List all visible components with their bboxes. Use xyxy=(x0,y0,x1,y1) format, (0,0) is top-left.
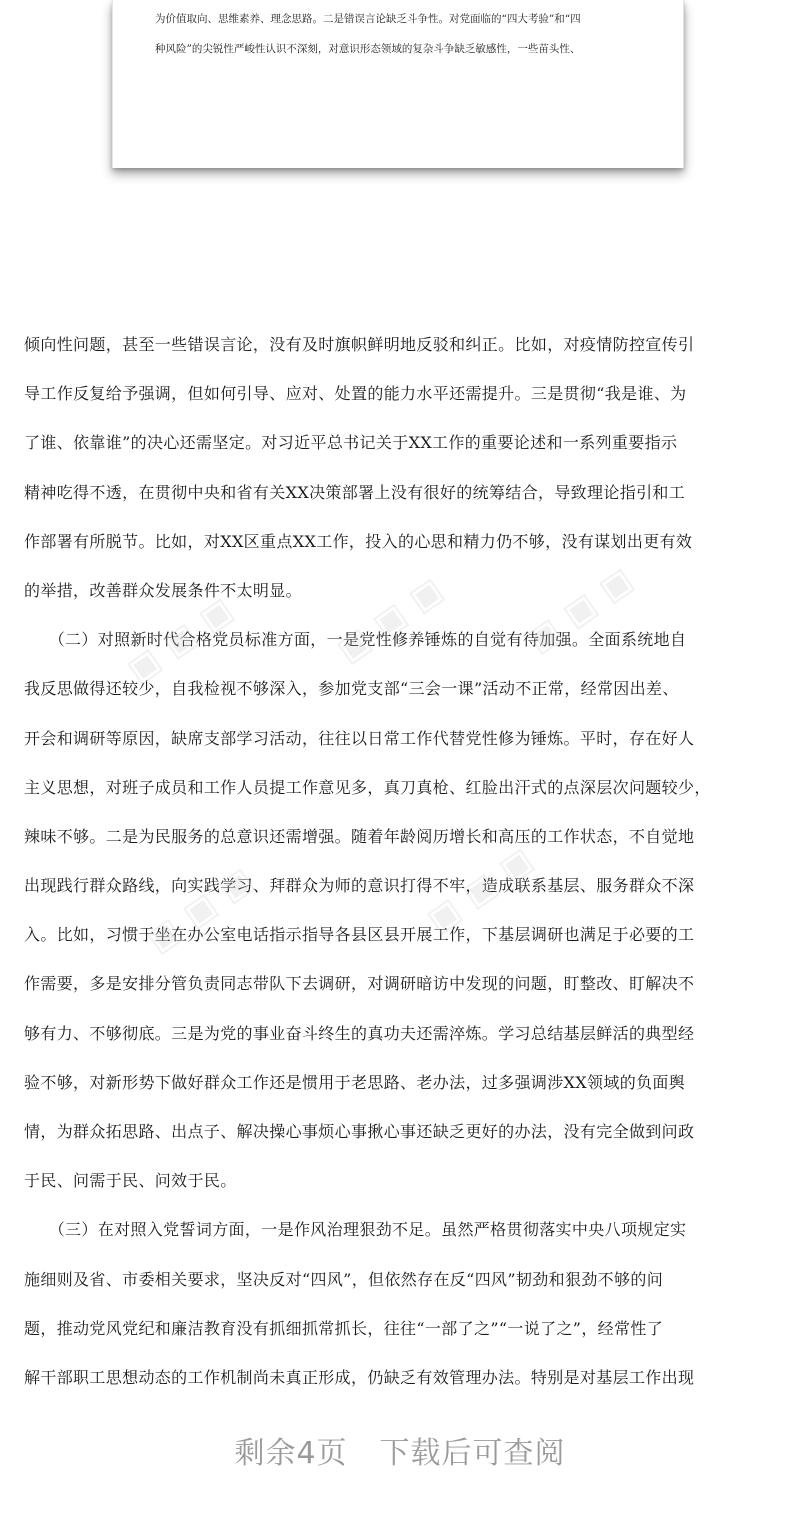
text-line: 开会和调研等原因，缺席支部学习活动，往往以日常工作代替党性修为锤炼。平时，存在好人 xyxy=(24,728,695,748)
text-line: 于民、问需于民、问效于民。 xyxy=(24,1171,237,1191)
text-line: 够有力、不够彻底。三是为党的事业奋斗终生的真功夫还需淬炼。学习总结基层鲜活的典型经 xyxy=(24,1023,695,1043)
text-line: 解干部职工思想动态的工作机制尚未真正形成，仍缺乏有效管理办法。特别是对基层工作出现 xyxy=(24,1367,695,1387)
preview-page-card xyxy=(112,0,684,168)
text-line: （二）对照新时代合格党员标准方面，一是党性修养锤炼的自觉有待加强。全面系统地自 xyxy=(24,630,687,650)
text-line: 的举措，改善群众发展条件不太明显。 xyxy=(24,580,302,600)
download-hint-text: 下载后可查阅 xyxy=(379,1436,566,1471)
watermark-logo-icon: ▣ ▣ ▣ xyxy=(119,589,241,691)
watermark-logo-icon: ▣ ▣ ▣ xyxy=(139,859,261,961)
watermark-logo-icon: ▣ ▣ ▣ xyxy=(329,569,451,671)
text-line: 验不够，对新形势下做好群众工作还是惯用于老思路、老办法，过多强调涉XX领域的负面舆 xyxy=(24,1072,686,1092)
remaining-pages-text: 剩余4页 xyxy=(234,1436,348,1471)
text-line: 题，推动党风党纪和廉洁教育没有抓细抓常抓长，往往“一部了之”“一说了之”，经常性了 xyxy=(24,1318,664,1338)
text-line: 作需要，多是安排分管负责同志带队下去调研，对调研暗访中发现的问题，盯整改、盯解决不 xyxy=(24,974,695,994)
text-line: 施细则及省、市委相关要求，坚决反对“四风”，但依然存在反“四风”韧劲和狠劲不够的问 xyxy=(24,1269,664,1289)
watermark-logo-icon: ▣ ▣ ▣ xyxy=(519,559,641,661)
document-body xyxy=(24,320,776,1402)
text-line: 我反思做得还较少，自我检视不够深入，参加党支部“三会一课”活动不正常，经常因出差、 xyxy=(24,679,679,699)
remaining-pages-banner[interactable] xyxy=(0,1428,800,1472)
text-line: 了谁、依靠谁”的决心还需坚定。对习近平总书记关于XX工作的重要论述和一系列重要指示 xyxy=(24,433,678,453)
text-line: 主义思想，对班子成员和工作人员提工作意见多，真刀真枪、红脸出汗式的点深层次问题较少， xyxy=(24,777,711,797)
text-line: 导工作反复给予强调，但如何引导、应对、处置的能力水平还需提升。三是贯彻“我是谁、为 xyxy=(24,384,687,404)
text-line: 入。比如，习惯于坐在办公室电话指示指导各县区县开展工作，下基层调研也满足于必要的工 xyxy=(24,925,695,945)
preview-line-1: 为价值取向、思维素养、理念思路。二是错误言论缺乏斗争性。对党面临的“四大考验”和“四 xyxy=(155,13,581,25)
text-line: 作部署有所脱节。比如，对XX区重点XX工作，投入的心思和精力仍不够，没有谋划出更有效 xyxy=(24,531,693,551)
text-line: 出现践行群众路线，向实践学习、拜群众为师的意识打得不牢，造成联系基层、服务群众不深 xyxy=(24,876,695,896)
text-line: 辣味不够。二是为民服务的总意识还需增强。随着年龄阅历增长和高压的工作状态，不自觉地 xyxy=(24,826,695,846)
preview-line-2: 种风险”的尖锐性严峻性认识不深刻，对意识形态领域的复杂斗争缺乏敏感性，一些苗头性、 xyxy=(155,43,581,55)
text-line: （三）在对照入党誓词方面，一是作风治理狠劲不足。虽然严格贯彻落实中央八项规定实 xyxy=(24,1220,687,1240)
text-line: 情，为群众拓思路、出点子、解决操心事烦心事揪心事还缺乏更好的办法，没有完全做到问政 xyxy=(24,1122,695,1141)
watermark-logo-icon: ▣ ▣ ▣ xyxy=(419,839,541,941)
text-line: 精神吃得不透，在贯彻中央和省有关XX决策部署上没有很好的统筹结合，导致理论指引和工 xyxy=(24,482,686,502)
text-line: 倾向性问题，甚至一些错误言论，没有及时旗帜鲜明地反驳和纠正。比如，对疫情防控宣传引 xyxy=(24,335,695,354)
